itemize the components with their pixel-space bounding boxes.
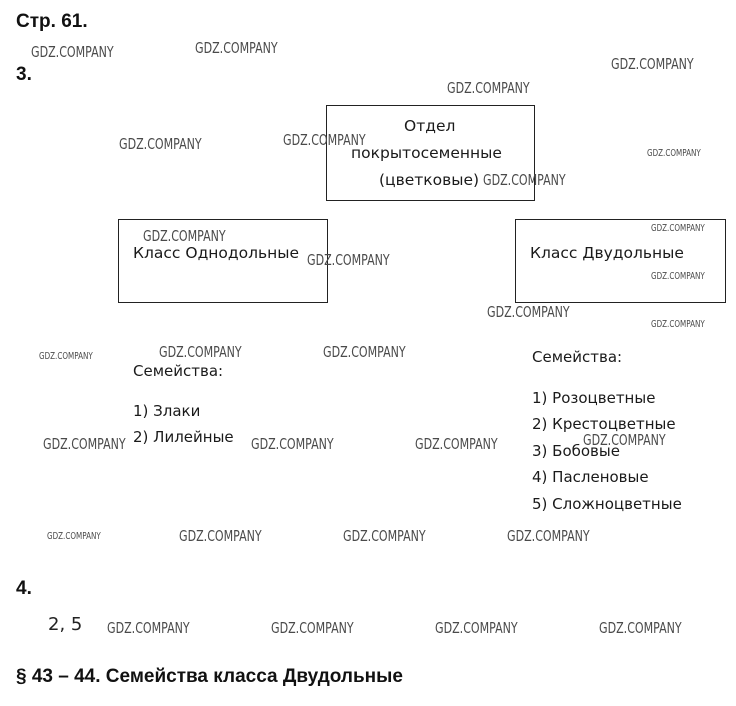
watermark: GDZ.COMPANY	[307, 251, 390, 269]
monocot-family-item: 1) Злаки	[133, 401, 201, 420]
division-line-1: Отдел	[404, 117, 456, 135]
watermark: GDZ.COMPANY	[31, 43, 114, 61]
monocot-family-item: 2) Лилейные	[133, 428, 234, 446]
watermark: GDZ.COMPANY	[159, 343, 242, 361]
watermark: GDZ.COMPANY	[651, 319, 705, 330]
dicot-family-item: 2) Крестоцветные	[532, 415, 676, 433]
watermark: GDZ.COMPANY	[611, 55, 694, 73]
watermark: GDZ.COMPANY	[271, 619, 354, 637]
watermark: GDZ.COMPANY	[343, 527, 426, 545]
watermark: GDZ.COMPANY	[195, 39, 278, 57]
page-heading: Стр. 61.	[16, 11, 88, 32]
task-3-number: 3.	[16, 64, 32, 85]
watermark: GDZ.COMPANY	[323, 343, 406, 361]
division-line-2: покрытосеменные	[351, 144, 502, 162]
watermark: GDZ.COMPANY	[651, 271, 705, 282]
dicot-family-item: 4) Пасленовые	[532, 468, 649, 486]
dicot-family-item: 3) Бобовые	[532, 441, 620, 460]
dicot-family-item: 1) Розоцветные	[532, 388, 656, 407]
watermark: GDZ.COMPANY	[283, 131, 366, 149]
section-heading: § 43 – 44. Семейства класса Двудольные	[16, 666, 403, 687]
monocot-families	[133, 358, 234, 451]
monocot-box-label: Класс Однодольные	[133, 244, 300, 262]
watermark: GDZ.COMPANY	[447, 79, 530, 97]
watermark: GDZ.COMPANY	[415, 435, 498, 453]
watermark: GDZ.COMPANY	[39, 351, 93, 362]
watermark: GDZ.COMPANY	[107, 619, 190, 637]
division-line-3: (цветковые)	[379, 171, 480, 189]
watermark: GDZ.COMPANY	[251, 435, 334, 453]
dicot-box-label: Класс Двудольные	[530, 244, 684, 262]
monocot-families-title: Семейства:	[133, 362, 224, 380]
watermark: GDZ.COMPANY	[599, 619, 682, 637]
watermark: GDZ.COMPANY	[507, 527, 590, 545]
task-4-number: 4.	[16, 578, 32, 599]
watermark: GDZ.COMPANY	[647, 148, 701, 159]
watermark: GDZ.COMPANY	[483, 171, 566, 189]
watermark: GDZ.COMPANY	[487, 303, 570, 321]
dicot-families-title: Семейства:	[532, 348, 623, 366]
watermark: GDZ.COMPANY	[651, 223, 705, 234]
watermark: GDZ.COMPANY	[47, 531, 101, 542]
watermark: GDZ.COMPANY	[43, 435, 126, 453]
task-4-answer: 2, 5	[48, 614, 83, 635]
watermark: GDZ.COMPANY	[143, 227, 226, 245]
watermark: GDZ.COMPANY	[179, 527, 262, 545]
watermark: GDZ.COMPANY	[119, 135, 202, 153]
watermark: GDZ.COMPANY	[435, 619, 518, 637]
watermark: GDZ.COMPANY	[583, 431, 666, 449]
dicot-family-item: 5) Сложноцветные	[532, 494, 682, 513]
